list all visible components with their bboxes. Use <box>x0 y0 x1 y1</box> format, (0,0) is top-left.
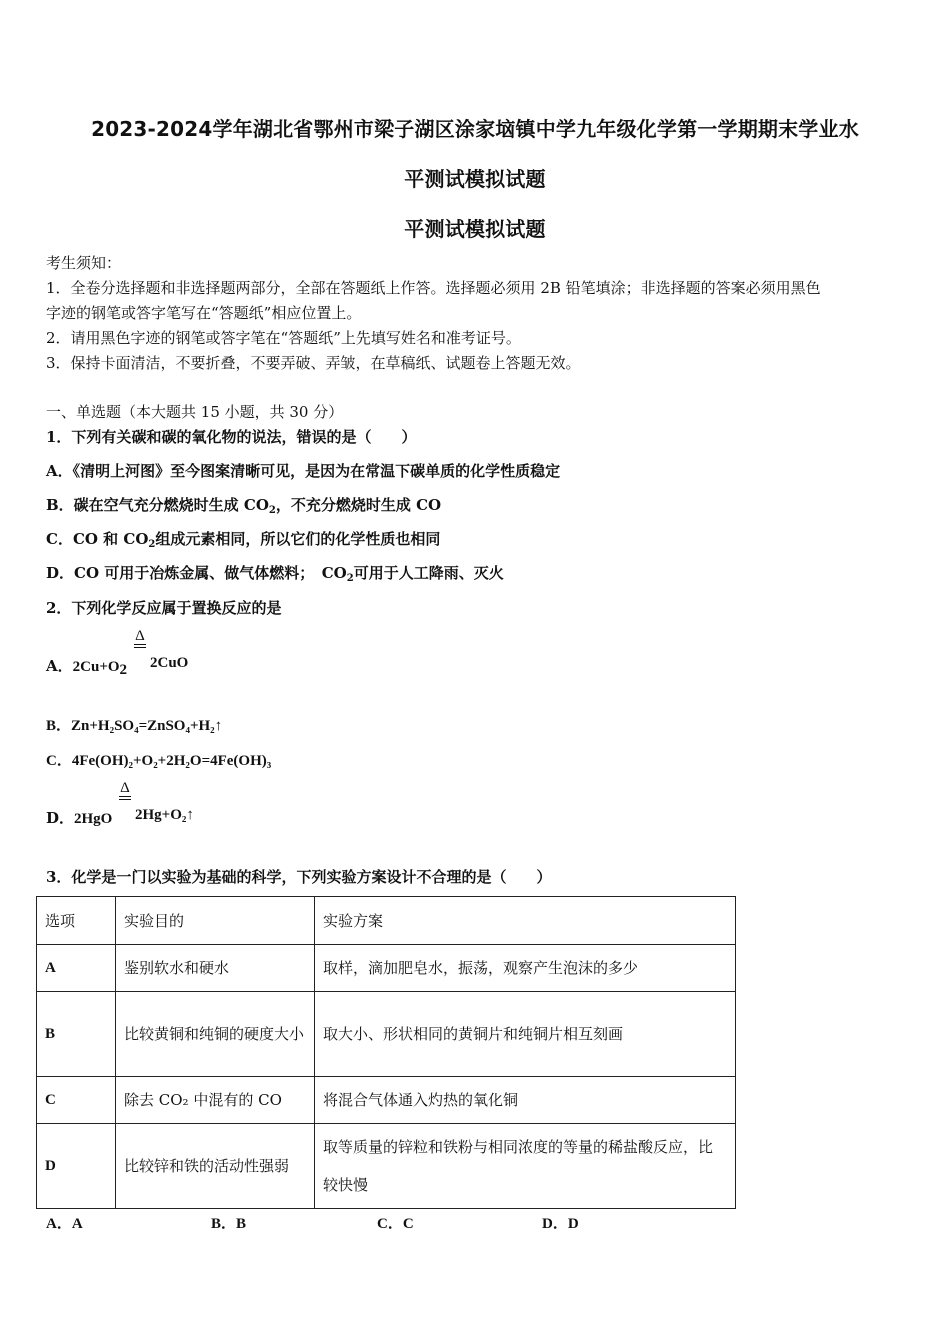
heat-condition-a <box>134 630 146 648</box>
subscript: 2 <box>268 505 276 516</box>
row-option: B <box>37 992 116 1077</box>
exam-title-line3: 平测试模拟试题 <box>404 217 546 241</box>
row-plan: 取等质量的锌粒和铁粉与相同浓度的等量的稀盐酸反应，比较快慢 <box>315 1124 736 1209</box>
q1-option-c-text: C．CO 和 CO <box>46 530 149 548</box>
q2-option-d-label: D． <box>46 809 75 827</box>
q1-option-d <box>46 562 504 583</box>
q2-option-b: B．Zn+H₂SO₄=ZnSO₄+H₂↑ <box>46 718 223 734</box>
delta-symbol: Δ <box>120 780 130 796</box>
notice-item-3: 3．保持卡面清洁，不要折叠，不要弄破、弄皱，在草稿纸、试题卷上答题无效。 <box>46 354 581 372</box>
double-bar-icon <box>119 796 131 800</box>
notice-item-2: 2．请用黑色字迹的钢笔或答字笔在“答题纸”上先填写姓名和准考证号。 <box>46 329 521 347</box>
subscript: 2 <box>346 573 354 584</box>
row-option: A <box>37 945 116 992</box>
notice-heading: 考生须知： <box>46 254 122 272</box>
row-purpose: 鉴别软水和硬水 <box>116 945 315 992</box>
q1-option-d-text: D．CO 可用于冶炼金属、做气体燃料； CO <box>46 564 347 582</box>
q1-option-c <box>46 528 440 549</box>
q1-option-d-text-2: 可用于人工降雨、灭火 <box>353 564 504 582</box>
header-option: 选项 <box>37 897 116 945</box>
header-plan: 实验方案 <box>315 897 736 945</box>
table-row <box>37 992 736 1077</box>
q1-option-b <box>46 494 441 515</box>
q2-stem: 2．下列化学反应属于置换反应的是 <box>46 599 282 617</box>
q2-option-a-products: 2CuO <box>150 655 189 671</box>
q3-option-d: D．D <box>542 1216 579 1232</box>
delta-symbol: Δ <box>135 628 145 644</box>
row-option: D <box>37 1124 116 1209</box>
table-row <box>37 1124 736 1209</box>
q2-option-a <box>46 655 189 678</box>
q3-option-c: C．C <box>377 1216 414 1232</box>
table-header-row <box>37 897 736 945</box>
row-purpose: 比较黄铜和纯铜的硬度大小 <box>116 992 315 1077</box>
section-heading: 一、单选题（本大题共 15 小题，共 30 分） <box>46 403 344 421</box>
row-purpose: 除去 CO₂ 中混有的 CO <box>116 1077 315 1124</box>
notice-item-1b: 字迹的钢笔或答字笔写在“答题纸”相应位置上。 <box>46 304 362 322</box>
q1-option-c-text-2: 组成元素相同，所以它们的化学性质也相同 <box>155 530 441 548</box>
q2-option-d-reactants: 2HgO <box>74 811 113 827</box>
row-option: C <box>37 1077 116 1124</box>
q2-option-a-reactants: 2Cu+O <box>72 659 120 675</box>
exam-title-line2: 平测试模拟试题 <box>404 167 546 191</box>
row-plan: 取样，滴加肥皂水，振荡，观察产生泡沫的多少 <box>315 945 736 992</box>
q2-option-a-label: A． <box>46 657 73 675</box>
q3-stem: 3．化学是一门以实验为基础的科学，下列实验方案设计不合理的是（ ） <box>46 868 552 886</box>
q2-option-d-products: 2Hg+O₂↑ <box>135 807 194 823</box>
subscript: 2 <box>119 662 128 678</box>
header-purpose: 实验目的 <box>116 897 315 945</box>
q2-option-c: C．4Fe(OH)₂+O₂+2H₂O=4Fe(OH)₃ <box>46 753 272 769</box>
exam-title-line1: 2023-2024学年湖北省鄂州市梁子湖区涂家垴镇中学九年级化学第一学期期末学业水 <box>91 117 859 141</box>
q1-option-b-text: B．碳在空气充分燃烧时生成 CO <box>46 496 269 514</box>
q3-option-b: B．B <box>211 1216 247 1232</box>
row-purpose: 比较锌和铁的活动性强弱 <box>116 1124 315 1209</box>
experiment-table <box>36 896 736 1209</box>
notice-item-1a: 1．全卷分选择题和非选择题两部分，全部在答题纸上作答。选择题必须用 2B 铅笔填涂；非选择题的答案必须用黑色 <box>46 279 821 297</box>
table-row <box>37 945 736 992</box>
subscript: 2 <box>148 539 156 550</box>
q1-stem: 1．下列有关碳和碳的氧化物的说法，错误的是（ ） <box>46 428 417 446</box>
q1-option-a: A．《清明上河图》至今图案清晰可见，是因为在常温下碳单质的化学性质稳定 <box>46 462 561 480</box>
table-row <box>37 1077 736 1124</box>
row-plan: 将混合气体通入灼热的氧化铜 <box>315 1077 736 1124</box>
q3-option-a: A．A <box>46 1216 83 1232</box>
q2-option-d <box>46 807 194 828</box>
double-bar-icon <box>134 644 146 648</box>
heat-condition-d <box>119 782 131 800</box>
q1-option-b-text-2: ，不充分燃烧时生成 CO <box>275 496 442 514</box>
row-plan: 取大小、形状相同的黄铜片和纯铜片相互刻画 <box>315 992 736 1077</box>
